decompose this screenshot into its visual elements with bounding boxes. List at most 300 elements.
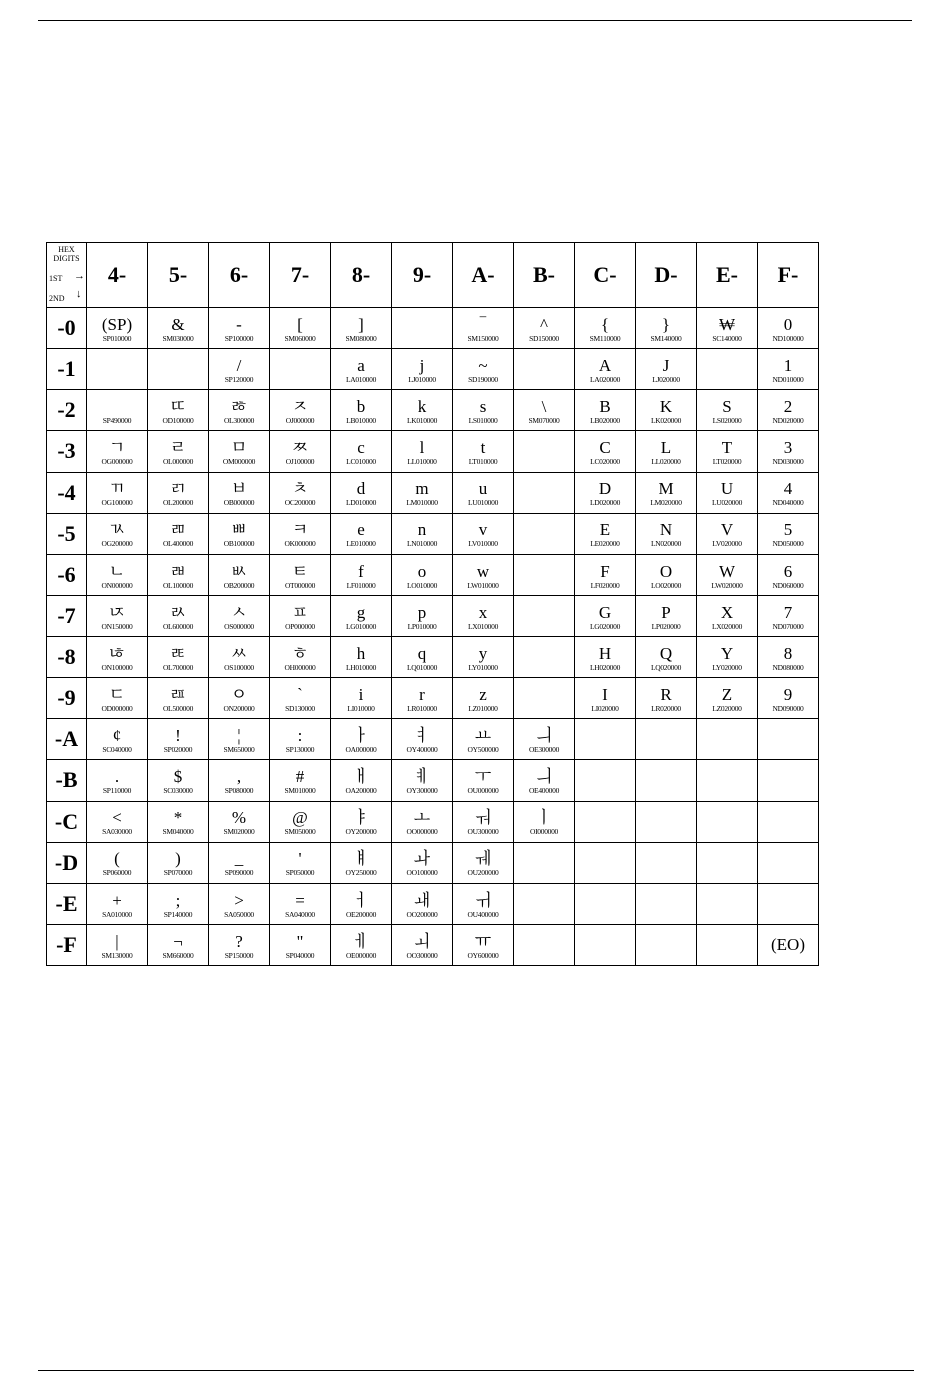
character-glyph — [575, 935, 635, 954]
code-cell — [209, 595, 270, 636]
code-cell — [331, 349, 392, 390]
character-glyph: ㄲ — [108, 479, 126, 499]
code-cell — [758, 760, 819, 801]
code-cell — [697, 595, 758, 636]
character-glyph: ㄵ — [108, 602, 126, 622]
character-glyph: B — [599, 397, 611, 417]
column-header: B- — [514, 243, 575, 308]
character-glyph: . — [114, 767, 120, 787]
character-id: OL200000 — [162, 498, 194, 508]
second-digit-label: 2ND — [49, 294, 65, 303]
code-cell — [148, 842, 209, 883]
code-cell — [636, 472, 697, 513]
character-id: ON150000 — [101, 621, 133, 631]
code-cell — [270, 349, 331, 390]
table-row — [47, 390, 819, 431]
character-id: LV020000 — [712, 539, 742, 549]
character-glyph — [514, 689, 574, 708]
character-id: LW010000 — [467, 580, 499, 590]
character-glyph: ㅒ — [352, 849, 370, 869]
code-cell — [331, 678, 392, 719]
character-glyph: + — [112, 890, 122, 910]
character-id: LP020000 — [651, 621, 681, 631]
code-cell — [148, 513, 209, 554]
character-glyph: K — [659, 397, 673, 417]
character-glyph — [758, 730, 818, 749]
character-glyph: ㅐ — [352, 767, 370, 787]
character-id: LQ020000 — [650, 662, 682, 672]
character-glyph — [636, 935, 696, 954]
character-glyph — [514, 648, 574, 667]
code-cell — [270, 924, 331, 965]
character-glyph: % — [231, 808, 247, 828]
character-id: LJ020000 — [652, 374, 680, 384]
character-id: LE020000 — [590, 539, 620, 549]
code-cell — [697, 678, 758, 719]
character-glyph: f — [358, 561, 364, 581]
code-cell — [575, 678, 636, 719]
code-cell — [758, 554, 819, 595]
character-id: ND050000 — [772, 539, 804, 549]
code-cell — [392, 842, 453, 883]
character-id: OY300000 — [406, 786, 438, 796]
character-id: OL500000 — [162, 703, 194, 713]
character-id: SM070000 — [528, 416, 560, 426]
code-cell — [270, 308, 331, 349]
character-glyph: ㄼ — [169, 561, 187, 581]
code-cell — [331, 472, 392, 513]
table-row — [47, 554, 819, 595]
character-glyph: ㅝ — [474, 808, 492, 828]
character-glyph — [514, 606, 574, 625]
character-glyph: \ — [541, 397, 547, 417]
character-glyph — [514, 442, 574, 461]
code-cell — [209, 513, 270, 554]
character-glyph: M — [658, 479, 674, 499]
code-cell — [575, 883, 636, 924]
table-row — [47, 842, 819, 883]
code-cell — [575, 760, 636, 801]
character-id: ON000000 — [101, 580, 133, 590]
character-id: LN010000 — [406, 539, 438, 549]
code-cell — [87, 349, 148, 390]
character-glyph: r — [419, 684, 425, 704]
character-glyph: ㅄ — [230, 561, 248, 581]
character-id: LO020000 — [650, 580, 682, 590]
character-id: SM130000 — [101, 950, 133, 960]
character-glyph: ㅋ — [291, 520, 309, 540]
character-glyph: ㄽ — [169, 602, 187, 622]
character-glyph — [392, 319, 452, 338]
character-glyph: D — [598, 479, 612, 499]
row-header: -9 — [47, 678, 87, 719]
character-id: SP090000 — [224, 868, 254, 878]
code-cell — [270, 431, 331, 472]
character-id: OE300000 — [528, 745, 560, 755]
character-glyph — [514, 565, 574, 584]
character-id: SP120000 — [224, 374, 254, 384]
row-header: -E — [47, 883, 87, 924]
character-glyph: L — [660, 438, 672, 458]
code-cell — [209, 637, 270, 678]
character-glyph: w — [476, 561, 490, 581]
character-glyph: m — [415, 479, 429, 499]
code-cell — [697, 308, 758, 349]
code-cell — [87, 760, 148, 801]
character-glyph: (EO) — [771, 935, 805, 955]
code-cell — [636, 513, 697, 554]
character-glyph: C — [599, 438, 611, 458]
character-glyph: ㄸ — [169, 397, 187, 417]
character-glyph: o — [417, 561, 427, 581]
code-cell — [270, 554, 331, 595]
code-cell — [575, 554, 636, 595]
character-glyph: k — [417, 397, 427, 417]
code-cell — [514, 390, 575, 431]
character-id: LC020000 — [590, 457, 620, 467]
column-header: 4- — [87, 243, 148, 308]
code-cell — [636, 842, 697, 883]
character-glyph: ¬ — [173, 931, 183, 951]
character-glyph: i — [358, 684, 364, 704]
code-cell — [514, 678, 575, 719]
code-cell — [209, 842, 270, 883]
character-glyph: ? — [235, 931, 243, 951]
bottom-rule — [38, 1370, 914, 1371]
table-row — [47, 349, 819, 390]
code-cell — [453, 513, 514, 554]
code-cell — [575, 719, 636, 760]
character-id: OM000000 — [222, 457, 256, 467]
character-id: SM110000 — [589, 333, 621, 343]
character-glyph: ㅌ — [291, 561, 309, 581]
code-cell — [453, 719, 514, 760]
character-glyph: / — [236, 355, 242, 375]
character-id: LB020000 — [590, 416, 620, 426]
code-cell — [758, 924, 819, 965]
character-id: LV010000 — [468, 539, 498, 549]
character-glyph: ㄻ — [169, 520, 187, 540]
character-glyph — [697, 894, 757, 913]
character-id: OE000000 — [345, 950, 377, 960]
code-cell — [209, 883, 270, 924]
code-cell — [209, 554, 270, 595]
character-glyph: ㅓ — [352, 890, 370, 910]
character-glyph: ㅇ — [230, 684, 248, 704]
character-id: OU000000 — [467, 786, 499, 796]
character-id: LU020000 — [711, 498, 743, 508]
code-cell — [514, 842, 575, 883]
table-row — [47, 431, 819, 472]
character-glyph: ㅜ — [474, 767, 492, 787]
code-cell — [270, 678, 331, 719]
code-cell — [392, 554, 453, 595]
row-header: -3 — [47, 431, 87, 472]
row-header: -B — [47, 760, 87, 801]
code-cell — [331, 513, 392, 554]
character-id: LC010000 — [346, 457, 376, 467]
character-id: LO010000 — [406, 580, 438, 590]
code-cell — [514, 595, 575, 636]
character-glyph: V — [720, 520, 734, 540]
character-id: OA200000 — [345, 786, 377, 796]
character-glyph: 1 — [783, 355, 793, 375]
code-cell — [331, 390, 392, 431]
character-id: ND090000 — [772, 703, 804, 713]
code-cell — [697, 760, 758, 801]
code-cell — [575, 431, 636, 472]
character-glyph — [514, 524, 574, 543]
code-cell — [575, 595, 636, 636]
table-row — [47, 760, 819, 801]
code-cell — [453, 308, 514, 349]
character-glyph: s — [479, 397, 487, 417]
character-glyph: ㄶ — [108, 643, 126, 663]
character-glyph: ㅆ — [230, 643, 248, 663]
code-cell — [636, 760, 697, 801]
character-glyph: a — [357, 355, 365, 375]
character-glyph: ㅙ — [413, 890, 431, 910]
character-glyph: 9 — [783, 684, 793, 704]
character-glyph: c — [357, 438, 365, 458]
character-glyph: g — [356, 602, 366, 622]
character-glyph — [636, 771, 696, 790]
character-id: OO000000 — [406, 827, 438, 837]
character-id: OS000000 — [224, 621, 254, 631]
code-cell — [270, 883, 331, 924]
character-glyph — [758, 812, 818, 831]
code-cell — [636, 431, 697, 472]
row-header: -4 — [47, 472, 87, 513]
character-id: OL100000 — [162, 580, 194, 590]
code-cell — [392, 801, 453, 842]
code-cell — [575, 472, 636, 513]
character-id: OO200000 — [406, 909, 438, 919]
character-id: OT000000 — [284, 580, 316, 590]
character-id: SM050000 — [284, 827, 316, 837]
code-cell — [453, 431, 514, 472]
character-glyph: u — [478, 479, 488, 499]
character-glyph: 3 — [783, 438, 793, 458]
row-header: -8 — [47, 637, 87, 678]
character-id: LW020000 — [711, 580, 743, 590]
character-id: SC040000 — [102, 745, 132, 755]
character-glyph: * — [173, 808, 183, 828]
code-cell — [453, 801, 514, 842]
character-id: SP080000 — [224, 786, 254, 796]
character-glyph: ~ — [478, 355, 488, 375]
character-glyph: ㅎ — [291, 643, 309, 663]
character-id: SA030000 — [102, 827, 132, 837]
code-cell — [575, 801, 636, 842]
code-cell — [270, 637, 331, 678]
character-glyph — [575, 730, 635, 749]
character-glyph: d — [356, 479, 366, 499]
code-cell — [453, 842, 514, 883]
column-header: C- — [575, 243, 636, 308]
code-cell — [514, 883, 575, 924]
character-id: SP060000 — [102, 868, 132, 878]
table-row — [47, 719, 819, 760]
character-glyph — [697, 771, 757, 790]
character-glyph: : — [297, 726, 303, 746]
code-cell — [514, 513, 575, 554]
character-id: LK010000 — [406, 416, 438, 426]
character-glyph: ㅢ — [535, 767, 553, 787]
character-id: SM040000 — [162, 827, 194, 837]
character-glyph — [697, 360, 757, 379]
character-id: OG200000 — [101, 539, 133, 549]
character-id: OY250000 — [345, 868, 377, 878]
character-id: SD190000 — [468, 374, 498, 384]
character-id: OL000000 — [162, 457, 194, 467]
code-cell — [148, 719, 209, 760]
column-header: D- — [636, 243, 697, 308]
code-cell — [758, 883, 819, 924]
character-glyph: ' — [298, 849, 302, 869]
character-glyph: ㅀ — [230, 397, 248, 417]
character-id: OA000000 — [345, 745, 377, 755]
character-id: ND060000 — [772, 580, 804, 590]
code-cell — [331, 801, 392, 842]
character-glyph: (SP) — [101, 314, 133, 334]
character-id: SP050000 — [285, 868, 315, 878]
row-header: -6 — [47, 554, 87, 595]
character-id: LJ010000 — [408, 374, 436, 384]
code-cell — [453, 595, 514, 636]
code-cell — [331, 431, 392, 472]
character-id: SC030000 — [163, 786, 193, 796]
character-glyph: 5 — [783, 520, 793, 540]
character-glyph — [514, 853, 574, 872]
code-cell — [514, 760, 575, 801]
code-cell — [392, 349, 453, 390]
character-id: OB100000 — [223, 539, 255, 549]
code-cell — [758, 595, 819, 636]
character-id: OB000000 — [223, 498, 255, 508]
table-row — [47, 883, 819, 924]
character-id: ON100000 — [101, 662, 133, 672]
character-id: SM140000 — [650, 333, 682, 343]
table-row — [47, 308, 819, 349]
character-id: SM080000 — [345, 333, 377, 343]
character-glyph: ㄾ — [169, 643, 187, 663]
code-cell — [87, 554, 148, 595]
character-id: LZ020000 — [712, 703, 742, 713]
character-id: LS010000 — [468, 416, 498, 426]
character-id: LI010000 — [347, 703, 375, 713]
code-cell — [270, 595, 331, 636]
code-cell — [697, 883, 758, 924]
column-header: F- — [758, 243, 819, 308]
code-cell — [636, 308, 697, 349]
code-cell — [697, 472, 758, 513]
column-header: 7- — [270, 243, 331, 308]
code-cell — [209, 349, 270, 390]
character-id: ND100000 — [772, 333, 804, 343]
character-glyph: I — [602, 684, 608, 704]
character-glyph: t — [480, 438, 486, 458]
code-cell — [697, 431, 758, 472]
code-cell — [514, 472, 575, 513]
code-cell — [636, 390, 697, 431]
character-glyph: ( — [114, 849, 120, 869]
character-glyph: 0 — [783, 314, 793, 334]
code-cell — [209, 719, 270, 760]
character-id: SP150000 — [224, 950, 254, 960]
code-cell — [148, 431, 209, 472]
character-glyph — [636, 853, 696, 872]
character-glyph: ㄺ — [169, 479, 187, 499]
code-cell — [209, 760, 270, 801]
character-glyph: Y — [720, 643, 734, 663]
column-header: 9- — [392, 243, 453, 308]
character-glyph: ] — [358, 314, 364, 334]
table-row — [47, 513, 819, 554]
character-glyph: @ — [292, 808, 308, 828]
character-glyph: ㄳ — [108, 520, 126, 540]
character-glyph: ㄷ — [108, 684, 126, 704]
character-glyph: T — [721, 438, 733, 458]
character-glyph: ; — [175, 890, 181, 910]
code-cell — [392, 678, 453, 719]
character-id: LE010000 — [346, 539, 376, 549]
character-glyph: , — [236, 767, 242, 787]
code-cell — [697, 554, 758, 595]
character-glyph: F — [600, 561, 610, 581]
character-glyph — [514, 483, 574, 502]
code-cell — [453, 637, 514, 678]
code-cell — [758, 308, 819, 349]
code-cell — [331, 595, 392, 636]
column-header: E- — [697, 243, 758, 308]
code-cell — [148, 801, 209, 842]
character-glyph: ) — [175, 849, 181, 869]
character-glyph: ㅖ — [413, 767, 431, 787]
code-cell — [392, 883, 453, 924]
code-cell — [270, 801, 331, 842]
character-id: LM020000 — [650, 498, 682, 508]
code-cell — [331, 760, 392, 801]
character-glyph: X — [720, 602, 734, 622]
code-cell — [453, 883, 514, 924]
character-glyph: ㅅ — [230, 602, 248, 622]
row-header: -C — [47, 801, 87, 842]
character-id: ND080000 — [772, 662, 804, 672]
code-cell — [636, 554, 697, 595]
character-id: SA040000 — [285, 909, 315, 919]
character-id: ND010000 — [772, 374, 804, 384]
code-cell — [270, 472, 331, 513]
character-glyph: v — [478, 520, 488, 540]
code-cell — [331, 637, 392, 678]
character-glyph: ㅁ — [230, 438, 248, 458]
code-cell — [392, 472, 453, 513]
character-id: LP010000 — [407, 621, 437, 631]
character-id: LR020000 — [651, 703, 681, 713]
code-cell — [331, 308, 392, 349]
character-glyph — [270, 360, 330, 379]
character-id: OU300000 — [467, 827, 499, 837]
character-glyph: ㅊ — [291, 479, 309, 499]
character-id: OH000000 — [284, 662, 316, 672]
code-cell — [270, 719, 331, 760]
character-glyph: N — [659, 520, 673, 540]
character-glyph: ㅕ — [413, 726, 431, 746]
column-header: 6- — [209, 243, 270, 308]
code-cell — [209, 678, 270, 719]
character-id: LZ010000 — [468, 703, 498, 713]
